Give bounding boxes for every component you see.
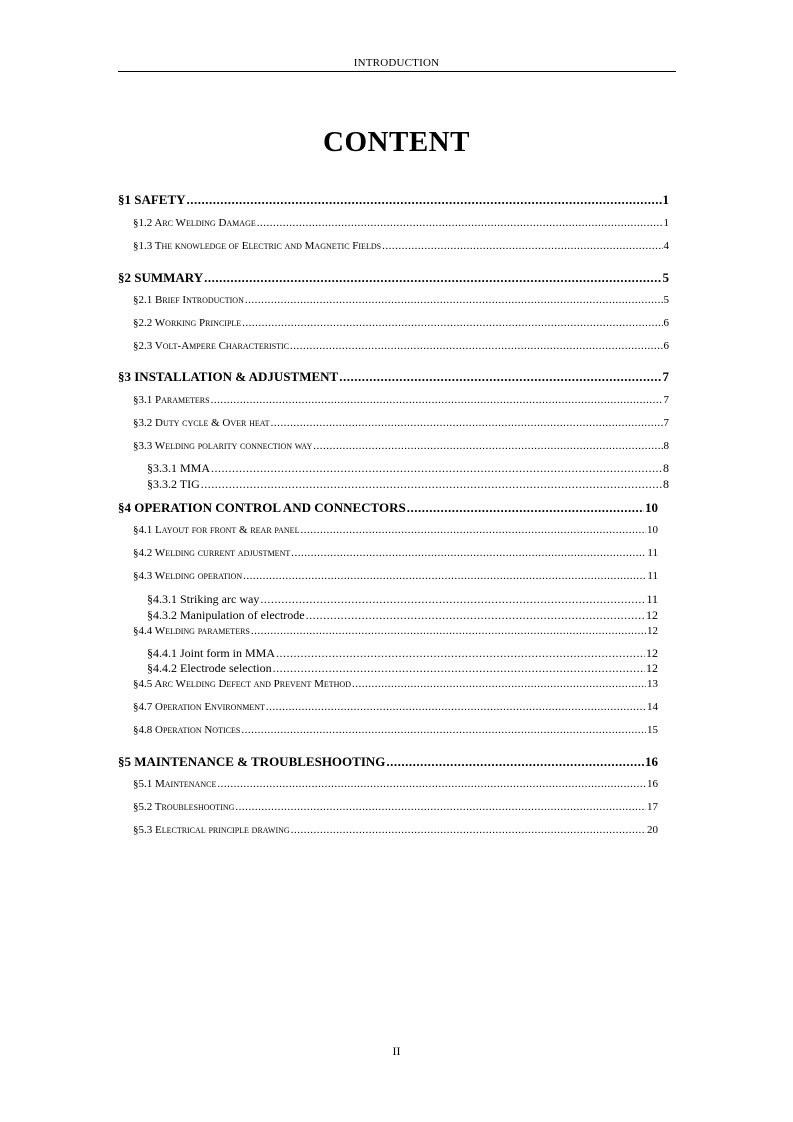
toc-page-number: 10 bbox=[645, 500, 658, 515]
toc-entry-4-7[interactable] bbox=[133, 701, 658, 713]
toc-entry-2-3[interactable] bbox=[133, 340, 669, 352]
toc-page-number: 13 bbox=[647, 678, 658, 690]
toc-page-number: 4 bbox=[663, 240, 669, 252]
toc-entry-4-1[interactable] bbox=[133, 524, 658, 536]
toc-entry-label: §3.2 Duty cycle & Over heat bbox=[133, 417, 270, 429]
toc-entry-label: §5 MAINTENANCE & TROUBLESHOOTING bbox=[118, 754, 386, 769]
toc-page-number: 12 bbox=[646, 661, 658, 675]
toc-entry-3-1[interactable] bbox=[133, 394, 669, 406]
toc-entry-label: §5.2 Troubleshooting bbox=[133, 801, 235, 813]
toc-entry-label: §4.4 Welding parameters bbox=[133, 625, 250, 637]
dot-leader bbox=[211, 461, 662, 476]
toc-page-number: 6 bbox=[663, 340, 669, 352]
toc-page-number: 14 bbox=[647, 701, 658, 713]
dot-leader bbox=[306, 608, 645, 623]
toc-entry-4-5[interactable] bbox=[133, 678, 658, 690]
toc-page-number: 20 bbox=[647, 824, 658, 836]
toc-entry-label: §4.5 Arc Welding Defect and Prevent Method bbox=[133, 678, 351, 690]
dot-leader bbox=[242, 317, 662, 329]
toc-entry-2-2[interactable] bbox=[133, 317, 669, 329]
toc-entry-label: §4.1 Layout for front & rear panel bbox=[133, 524, 300, 536]
dot-leader bbox=[276, 646, 645, 661]
dot-leader bbox=[241, 724, 646, 736]
toc-entry-label: §4.4.2 Electrode selection bbox=[147, 661, 272, 675]
toc-entry-label: §2.1 Brief Introduction bbox=[133, 294, 244, 306]
toc-entry-label: §3.3.1 MMA bbox=[147, 461, 211, 475]
toc-entry-label: §1.3 The knowledge of Electric and Magnetic Fields bbox=[133, 240, 382, 252]
toc-page-number: 1 bbox=[663, 217, 669, 229]
dot-leader bbox=[243, 570, 646, 582]
dot-leader bbox=[260, 592, 645, 607]
toc-entry-section-2[interactable] bbox=[118, 270, 669, 286]
toc-entry-label: §5.3 Electrical principle drawing bbox=[133, 824, 290, 836]
running-header: INTRODUCTION bbox=[353, 57, 440, 69]
toc-entry-label: §3.3.2 TIG bbox=[147, 477, 200, 491]
toc-entry-label: §4.3.1 Striking arc way bbox=[147, 592, 260, 606]
toc-entry-4-4-1[interactable] bbox=[147, 646, 658, 661]
toc-entry-label: §1 SAFETY bbox=[118, 192, 186, 207]
toc-page-number: 12 bbox=[646, 646, 658, 660]
dot-leader bbox=[257, 217, 663, 229]
toc-entry-label: §4.8 Operation Notices bbox=[133, 724, 241, 736]
dot-leader bbox=[352, 678, 646, 690]
toc-entry-2-1[interactable] bbox=[133, 294, 669, 306]
toc-entry-label: §4.4.1 Joint form in MMA bbox=[147, 646, 276, 660]
toc-entry-label: §2 SUMMARY bbox=[118, 270, 204, 285]
toc-entry-5-2[interactable] bbox=[133, 801, 658, 813]
toc-page-number: 12 bbox=[646, 608, 658, 622]
toc-entry-label: §3.3 Welding polarity connection way bbox=[133, 440, 313, 452]
toc-page-number: 11 bbox=[647, 547, 658, 559]
dot-leader bbox=[271, 417, 663, 429]
toc-page-number: 1 bbox=[662, 192, 669, 207]
dot-leader bbox=[386, 754, 644, 770]
dot-leader bbox=[235, 801, 646, 813]
toc-entry-label: §2.3 Volt-Ampere Characteristic bbox=[133, 340, 290, 352]
toc-entry-1-2[interactable] bbox=[133, 217, 669, 229]
dot-leader bbox=[204, 270, 661, 286]
toc-entry-5-3[interactable] bbox=[133, 824, 658, 836]
toc-entry-3-3[interactable] bbox=[133, 440, 669, 452]
toc-entry-section-3[interactable] bbox=[118, 369, 669, 385]
toc-page-number: 16 bbox=[645, 754, 658, 769]
toc-page-number: 6 bbox=[663, 317, 669, 329]
dot-leader bbox=[266, 701, 646, 713]
toc-page-number: 15 bbox=[647, 724, 658, 736]
toc-page-number: 11 bbox=[646, 592, 658, 606]
toc-entry-4-2[interactable] bbox=[133, 547, 658, 559]
toc-page-number: 11 bbox=[647, 570, 658, 582]
toc-entry-label: §4.2 Welding current adjustment bbox=[133, 547, 291, 559]
toc-page-number: 7 bbox=[663, 417, 669, 429]
toc-entry-4-4-2[interactable] bbox=[147, 661, 658, 676]
toc-page-number: 5 bbox=[662, 270, 669, 285]
dot-leader bbox=[300, 524, 646, 536]
header-rule bbox=[118, 71, 676, 72]
toc-entry-label: §5.1 Maintenance bbox=[133, 778, 217, 790]
toc-page-number: 17 bbox=[647, 801, 658, 813]
toc-entry-section-4[interactable] bbox=[118, 500, 658, 516]
toc-entry-3-3-2[interactable] bbox=[147, 477, 669, 492]
toc-page-number: 8 bbox=[663, 461, 669, 475]
toc-entry-5-1[interactable] bbox=[133, 778, 658, 790]
toc-page-number: 12 bbox=[647, 625, 658, 637]
dot-leader bbox=[339, 369, 661, 385]
dot-leader bbox=[201, 477, 662, 492]
toc-page-number: 16 bbox=[647, 778, 658, 790]
dot-leader bbox=[313, 440, 662, 452]
toc-entry-label: §1.2 Arc Welding Damage bbox=[133, 217, 256, 229]
dot-leader bbox=[382, 240, 662, 252]
toc-page-number: 8 bbox=[663, 440, 669, 452]
toc-entry-label: §4.3.2 Manipulation of electrode bbox=[147, 608, 305, 622]
dot-leader bbox=[290, 340, 662, 352]
toc-entry-label: §2.2 Working Principle bbox=[133, 317, 242, 329]
toc-entry-label: §4.7 Operation Environment bbox=[133, 701, 265, 713]
toc-entry-1-3[interactable] bbox=[133, 240, 669, 252]
dot-leader bbox=[245, 294, 663, 306]
toc-entry-3-3-1[interactable] bbox=[147, 461, 669, 476]
toc-entry-label: §3 INSTALLATION & ADJUSTMENT bbox=[118, 369, 339, 384]
dot-leader bbox=[291, 824, 646, 836]
page-title: CONTENT bbox=[323, 126, 470, 158]
toc-page-number: 7 bbox=[663, 394, 669, 406]
toc-entry-4-3-1[interactable] bbox=[147, 592, 658, 607]
toc-page-number: 10 bbox=[647, 524, 658, 536]
dot-leader bbox=[187, 192, 662, 208]
dot-leader bbox=[407, 500, 644, 516]
toc-entry-section-1[interactable] bbox=[118, 192, 669, 208]
dot-leader bbox=[291, 547, 646, 559]
toc-entry-section-5[interactable] bbox=[118, 754, 658, 770]
toc-page-number: 7 bbox=[662, 369, 669, 384]
dot-leader bbox=[251, 625, 646, 637]
page-number: II bbox=[392, 1044, 401, 1058]
toc-entry-label: §4 OPERATION CONTROL AND CONNECTORS bbox=[118, 500, 406, 515]
toc-entry-4-4[interactable] bbox=[133, 625, 658, 637]
toc-page-number: 5 bbox=[663, 294, 669, 306]
dot-leader bbox=[217, 778, 646, 790]
dot-leader bbox=[211, 394, 663, 406]
toc-entry-4-3[interactable] bbox=[133, 570, 658, 582]
toc-page-number: 8 bbox=[663, 477, 669, 491]
toc-entry-label: §4.3 Welding operation bbox=[133, 570, 243, 582]
toc-entry-3-2[interactable] bbox=[133, 417, 669, 429]
toc-entry-4-8[interactable] bbox=[133, 724, 658, 736]
dot-leader bbox=[273, 661, 645, 676]
toc-entry-4-3-2[interactable] bbox=[147, 608, 658, 623]
toc-entry-label: §3.1 Parameters bbox=[133, 394, 210, 406]
